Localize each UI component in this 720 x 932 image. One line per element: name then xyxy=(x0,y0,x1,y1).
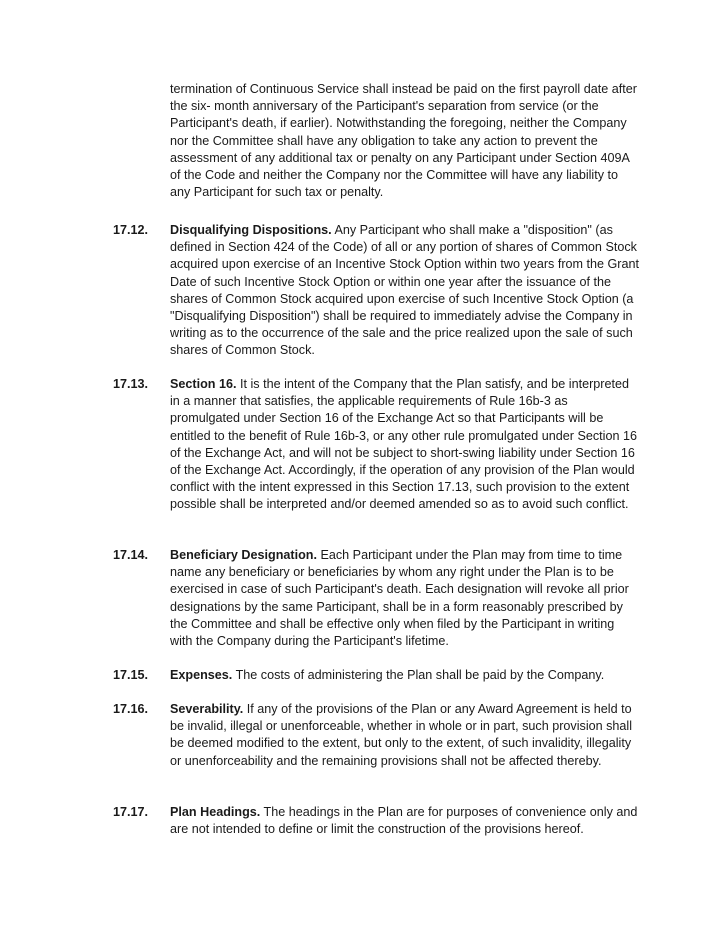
section-body xyxy=(170,667,640,684)
section-text: The headings in the Plan are for purposes of convenience only and are not intended to define or limit the construction of the provisions hereof. xyxy=(170,805,638,837)
section-text: Each Participant under the Plan may from time to time name any beneficiary or beneficiaries by whom any right under the Plan is to be exercised in case of such Participant's death. Each designation will revoke all prior designations by the same Participant, shall be in a form reasonably prescribed by the Committee and shall be effective only when filed by the Participant in writing with the Company during the Participant's lifetime. xyxy=(170,548,629,649)
section-number: 17.13. xyxy=(113,377,149,391)
section-number: 17.16. xyxy=(113,702,149,716)
section-body xyxy=(170,222,640,360)
section-number: 17.15. xyxy=(113,668,149,682)
intro-paragraph: termination of Continuous Service shall instead be paid on the first payroll date after the six- month anniversary of the Participant's separation from service (or the Participant's death, if earlier). Notwithstanding the foregoing, neither the Company nor the Committee shall have any obligation to take any action to prevent the assessment of any additional tax or penalty on any Participant under Section 409A of the Code and neither the Company nor the Committee will have any liability to any Participant for such tax or penalty. xyxy=(170,82,637,200)
section-number: 17.12. xyxy=(113,223,149,237)
section-heading: Plan Headings. xyxy=(170,805,261,819)
section-heading: Severability. xyxy=(170,702,244,716)
section-number: 17.17. xyxy=(113,805,149,819)
section-heading: Section 16. xyxy=(170,377,237,391)
section-text: The costs of administering the Plan shall be paid by the Company. xyxy=(232,668,605,682)
section-body xyxy=(170,701,640,770)
section-body xyxy=(170,804,640,838)
section-text: It is the intent of the Company that the Plan satisfy, and be interpreted in a manner that satisfies, the applicable requirements of Rule 16b-3 as promulgated under Section 16 of the Exchange Act so that Participants will be entitled to the benefit of Rule 16b-3, or any other rule promulgated under Section 16 of the Exchange Act, and will not be subject to short-swing liability under Section 16 of the Exchange Act. Accordingly, if the operation of any provision of the Plan would conflict with the intent expressed in this Section 17.13, such provision to the extent possible shall be interpreted and/or deemed amended so as to avoid such conflict. xyxy=(170,377,637,512)
section-body xyxy=(170,547,640,650)
section-heading: Beneficiary Designation. xyxy=(170,548,317,562)
section-heading: Expenses. xyxy=(170,668,233,682)
section-body xyxy=(170,376,640,514)
section-number: 17.14. xyxy=(113,548,149,562)
section-text: If any of the provisions of the Plan or any Award Agreement is held to be invalid, illegal or unenforceable, whether in whole or in part, such provision shall be deemed modified to the extent, but only to the extent, of such invalidity, illegality or unenforceability and the remaining provisions shall not be affected thereby. xyxy=(170,702,633,768)
section-heading: Disqualifying Dispositions. xyxy=(170,223,332,237)
section-text: Any Participant who shall make a "disposition" (as defined in Section 424 of the Code) of all or any portion of shares of Common Stock acquired upon exercise of an Incentive Stock Option within two years from the Grant Date of such Incentive Stock Option or within one year after the issuance of the shares of Common Stock acquired upon exercise of such Incentive Stock Option (a "Disqualifying Disposition") shall be required to immediately advise the Company in writing as to the occurrence of the sale and the price realized upon the sale of such shares of Common Stock. xyxy=(170,223,640,358)
